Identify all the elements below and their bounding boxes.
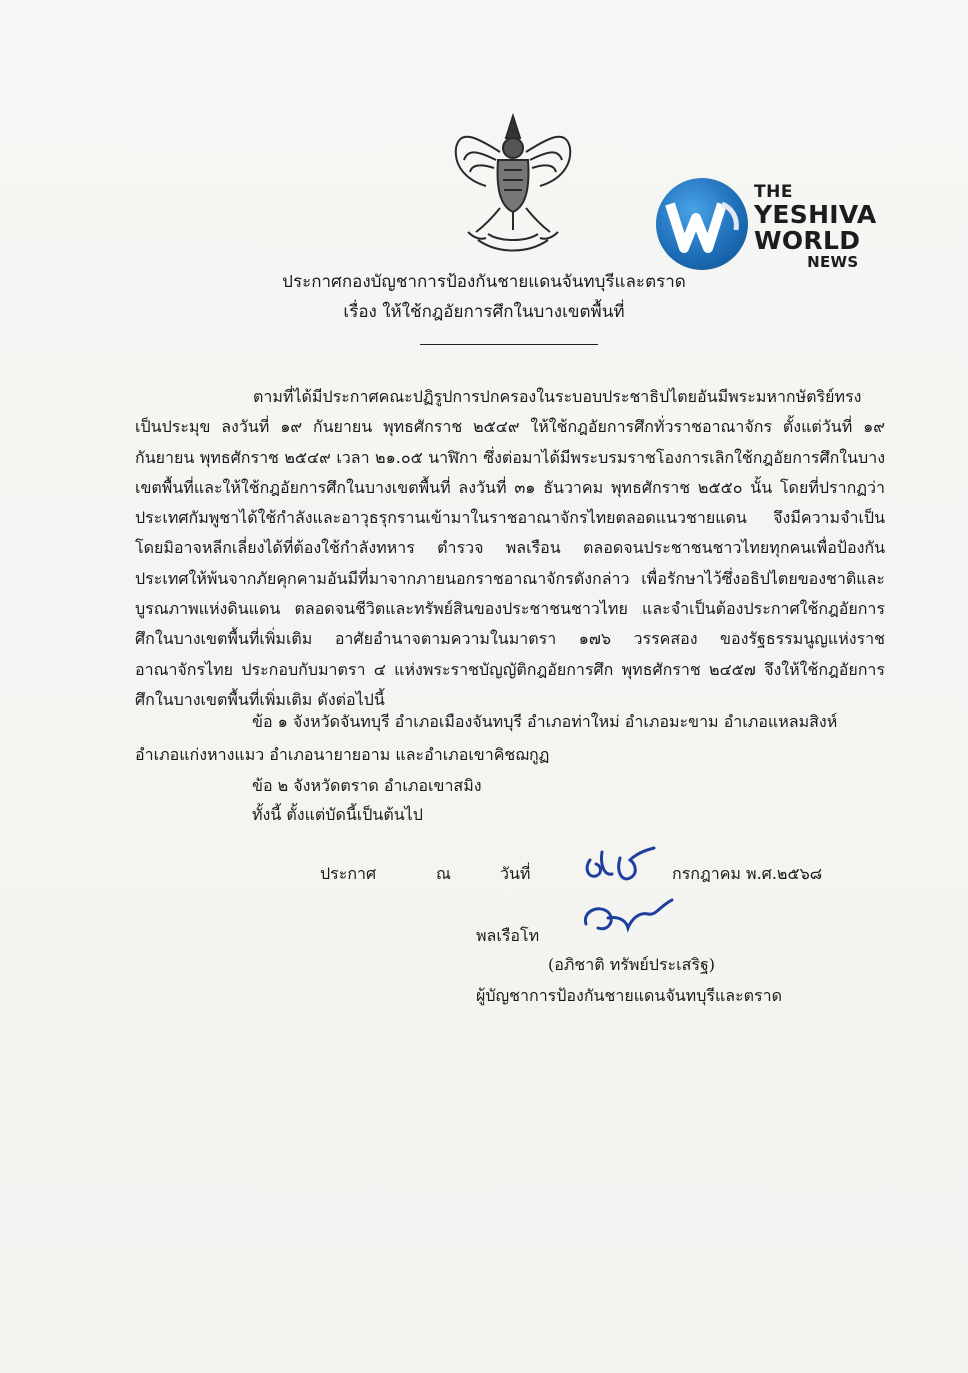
date-word: วันที่ <box>500 864 531 883</box>
month-year: กรกฎาคม พ.ศ.๒๕๖๘ <box>672 864 823 883</box>
at-word: ณ <box>436 864 451 883</box>
title-divider <box>420 344 598 345</box>
garuda-emblem-icon <box>448 108 578 258</box>
logo-line-world: WORLD <box>754 226 861 255</box>
document-subject: เรื่อง ให้ใช้กฎอัยการศึกในบางเขตพื้นที่ <box>343 302 625 322</box>
effective-statement: ทั้งนี้ ตั้งแต่บัดนี้เป็นต้นไป <box>252 805 423 824</box>
handwritten-signature <box>578 894 678 940</box>
clause-2: ข้อ ๒ จังหวัดตราด อำเภอเขาสมิง <box>252 776 482 795</box>
logo-line-yeshiva: YESHIVA <box>754 200 877 229</box>
signer-position: ผู้บัญชาการป้องกันชายแดนจันทบุรีและตราด <box>476 986 783 1005</box>
clause-1-line-1: ข้อ ๑ จังหวัดจันทบุรี อำเภอเมืองจันทบุรี อำเภอท่าใหม่ อำเภอมะขาม อำเภอแหลมสิงห์ <box>252 712 838 731</box>
logo-line-the: THE <box>754 182 793 202</box>
logo-line-news: NEWS <box>807 253 859 271</box>
document-title: ประกาศกองบัญชาการป้องกันชายแดนจันทบุรีและตราด <box>282 272 686 292</box>
yeshiva-world-logo <box>656 178 876 274</box>
w-logo-icon <box>656 178 748 270</box>
signer-name: (อภิชาติ ทรัพย์ประเสริฐ) <box>548 955 716 974</box>
body-paragraph: ตามที่ได้มีประกาศคณะปฏิรูปการปกครองในระบอบประชาธิปไตยอันมีพระมหากษัตริย์ทรงเป็นประมุข ลงวันที่ ๑๙ กันยายน พุทธศักราช ๒๕๔๙ ให้ใช้กฎอัยการศึกทั่วราชอาณาจักร ตั้งแต่วันที่ ๑๙ กันยายน พุทธศักราช ๒๕๔๙ เวลา ๒๑.๐๕ นาฬิกา ซึ่งต่อมาได้มีพระบรมราชโองการเลิกใช้กฎอัยการศึกในบางเขตพื้นที่และให้ใช้กฎอัยการศึกในบางเขตพื้นที่ ลงวันที่ ๓๑ ธันวาคม พุทธศักราช ๒๕๕๐ นั้น โดยที่ปรากฏว่าประเทศกัมพูชาได้ใช้กำลังและอาวุธรุกรานเข้ามาในราชอาณาจักรไทยตลอดแนวชายแดน จึงมีความจำเป็นโดยมิอาจหลีกเลี่ยงได้ที่ต้องใช้กำลังทหาร ตำรวจ พลเรือน ตลอดจนประชาชนชาวไทยทุกคนเพื่อป้องกันประเทศให้พ้นจากภัยคุกคามอันมีที่มาจากภายนอกราชอาณาจักรดังกล่าว เพื่อรักษาไว้ซึ่งอธิปไตยของชาติและบูรณภาพแห่งดินแดน ตลอดจนชีวิตและทรัพย์สินของประชาชนชาวไทย และจำเป็นต้องประกาศใช้กฎอัยการศึกในบางเขตพื้นที่เพิ่มเติม อาศัยอำนาจตามความในมาตรา ๑๗๖ วรรคสอง ของรัฐธรรมนูญแห่งราชอาณาจักรไทย ประกอบกับมาตรา ๔ แห่งพระราชบัญญัติกฎอัยการศึก พุทธศักราช ๒๔๕๗ จึงให้ใช้กฎอัยการศึกในบางเขตพื้นที่เพิ่มเติม ดังต่อไปนี้ <box>135 387 885 709</box>
signer-rank: พลเรือโท <box>476 926 540 945</box>
announce-word: ประกาศ <box>320 864 377 883</box>
clause-1-line-2: อำเภอแก่งหางแมว อำเภอนายายอาม และอำเภอเขาคิชฌกูฏ <box>135 745 550 764</box>
handwritten-day <box>580 838 660 888</box>
